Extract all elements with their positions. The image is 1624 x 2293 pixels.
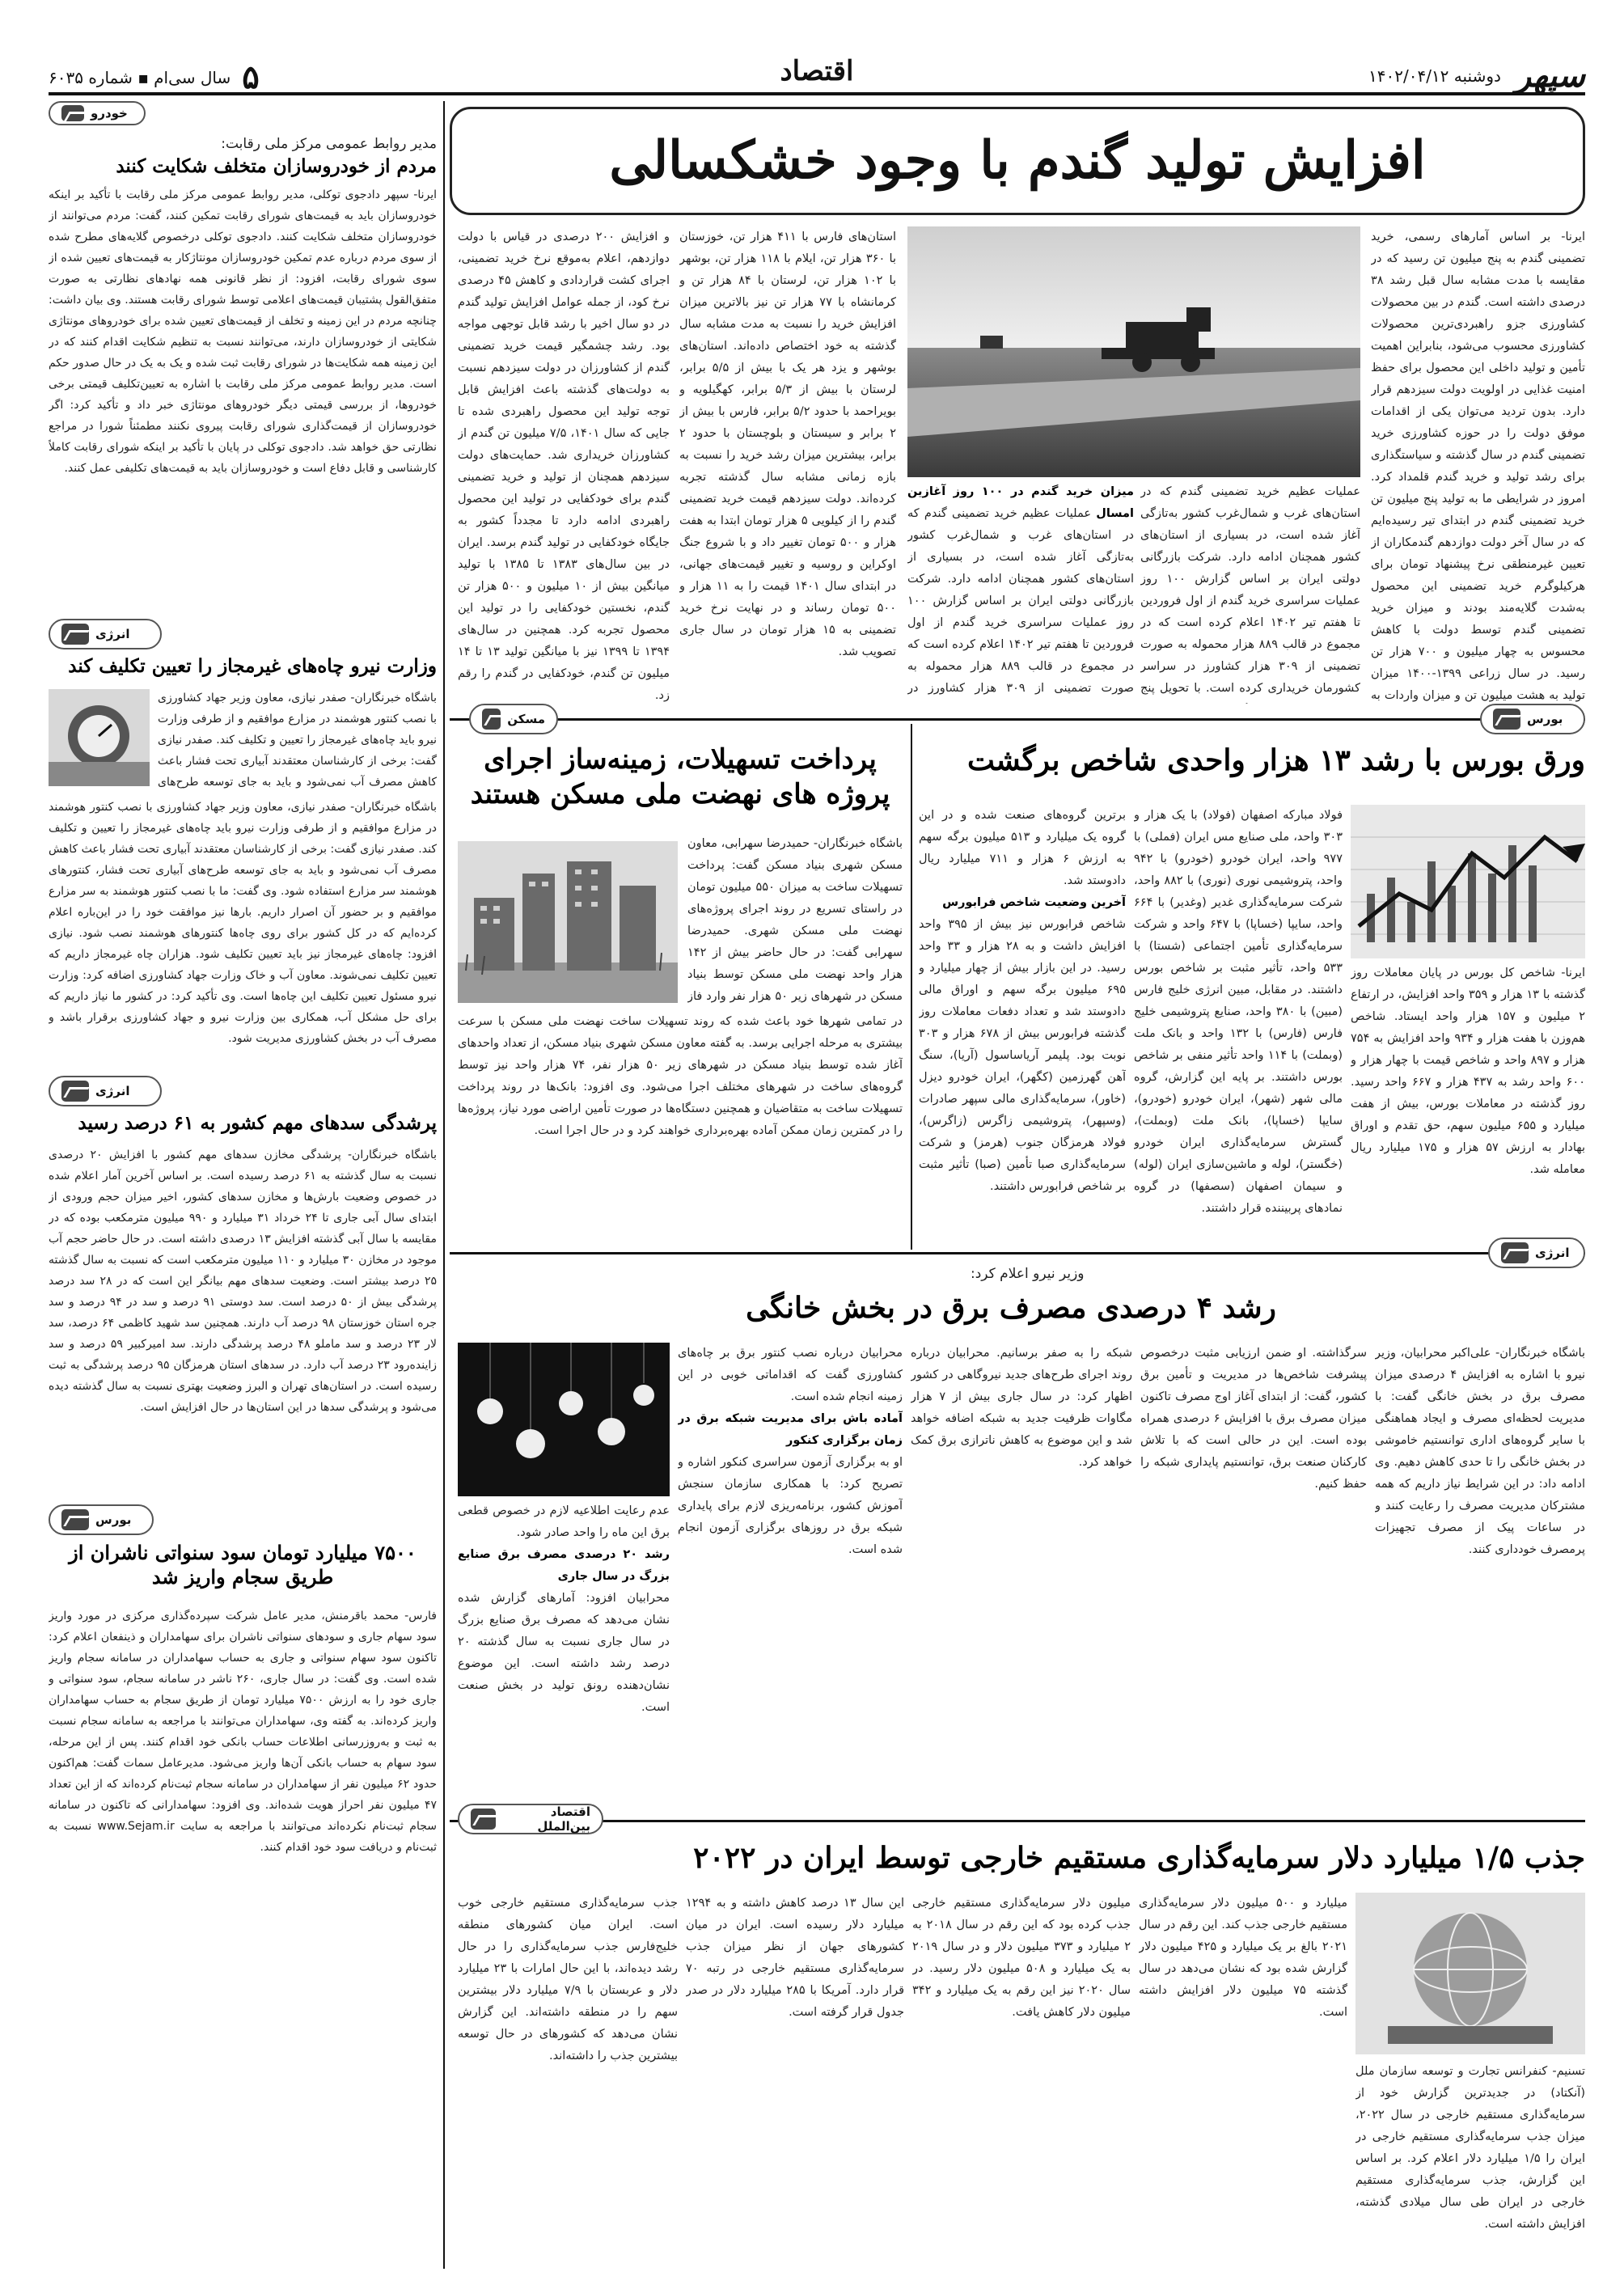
bourse-column-1: ایرنا- شاخص کل بورس در پایان معاملات روز گذشته با ۱۳ هزار و ۳۵۹ واحد افزایش، در ارتفاع ۲ میلیون و ۱۵۷ هزار واحد ایستاد. شاخص هم‌وزن با هفت هزار و ۹۳۴ واحد افزایش به ۷۵۴ هزار و ۸۹۷ واحد و شاخص قیمت با چهار هزار و ۶۰۰ واحد رشد به ۴۳۷ هزار و ۶۶۷ واحد رسید. روز گذشته در معاملات بورس، بیش از هفت میلیارد و ۶۵۵ میلیون سهم، حق تقدم و اوراق بهادار به ارزش ۵۷ هزار و ۱۷۵ میلیارد ریال معامله شد. <box>1351 967 1585 1176</box>
housing-column-2: در تمامی شهرها خود باعث شده که روند تسهیلات ساخت نهضت ملی مسکن با سرعت بیشتری به مرحله اجرایی برسد. به گفته معاون مسکن شهری بنیاد مسکن، از تعداد واحدهای آغاز شده توسط بنیاد مسکن در شهرهای زیر ۵۰ هزار نفر، ۷۴ هزار واحد نیز توسط گروه‌های ساخت در شهرهای مختلف اجرا می‌شود. وی افزود: بانک‌ها در روند پرداخت تسهیلات ساخت به متقاضیان و همچنین دستگاه‌ها در صورت تأمین اراضی مورد نیاز، پروژه‌ها را در کمترین زمان ممکن آماده بهره‌برداری خواهند کرد و در حال اجرا است. <box>458 1015 903 1137</box>
bourse-subhead: آخرین وضعیت شاخص فرابورس <box>942 896 1126 909</box>
chart-icon <box>61 1509 89 1530</box>
section-title: اقتصاد <box>780 55 854 87</box>
energy-headline: وزارت نیرو چاه‌های غیرمجاز را تعیین تکلیف کند <box>68 655 437 677</box>
tag-label: مسکن <box>507 712 545 726</box>
tag-label: انرژی <box>95 1084 130 1098</box>
stock-chart-photo <box>1351 805 1585 958</box>
dams-body: باشگاه خبرنگاران- پرشدگی مخازن سدهای مهم کشور با افزایش ۲۰ درصدی نسبت به سال گذشته به ۶۱ درصد رسیده است. بر اساس آخرین آمار اعلام شده در خصوص وضعیت بارش‌ها و مخازن سدهای کشور، اخیر میزان حجم ورودی از ابتدای سال آبی جاری تا ۲۴ خرداد ۳۱ میلیارد و ۹۹۰ میلیون مترمکعب بوده که در مقایسه با سال آبی گذشته افزایش ۱۳ درصدی داشته است. در حال حاضر حجم آب موجود در مخازن ۳۰ میلیارد و ۱۱۰ میلیون مترمکعب است که نسبت به سال گذشته ۲۵ درصد بیشتر است. وضعیت سدهای مهم بیانگر این است که در ۲۸ سد درصد پرشدگی بیش از ۵۰ درصد است. سد دوستی ۹۱ درصد و سد در ۹۴ درصد و سد جره استان خوزستان ۹۸ درصد آب دارند. همچنین سد شهید کاظمی ۶۴ درصد، سد لار ۲۳ درصد و سد ماملو ۴۸ درصد پرشدگی دارند. سد امیرکبیر ۵۹ درصد و سد زاینده‌رود ۲۳ درصد آب دارد. در سدهای استان هرمزگان ۹۵ درصد پرشدگی به ثبت رسیده است. در استان‌های تهران و البرز وضعیت بهتری نسبت به سال گذشته دیده می‌شود و پرشدگی سدها در این استان‌ها در حال افزایش است. <box>49 1149 437 1414</box>
section-rule <box>450 1252 1585 1254</box>
lead-column-2 <box>907 481 1134 704</box>
globe-money-photo <box>1355 1893 1585 2054</box>
energy-icon <box>61 624 89 645</box>
sejam-headline: ۷۵۰۰ میلیارد تومان سود سنواتی ناشران از طریق سجام واریز شد <box>69 1541 417 1589</box>
section-tag-electricity <box>1488 1237 1585 1268</box>
dams-headline: پرشدگی سدهای مهم کشور به ۶۱ درصد رسید <box>78 1112 437 1134</box>
column-rule <box>443 101 445 2269</box>
electricity-column-5 <box>458 1500 670 1812</box>
chart-icon <box>1493 709 1520 730</box>
car-icon <box>61 105 84 121</box>
tag-label: انرژی <box>1535 1246 1570 1260</box>
bourse-column-3 <box>919 805 1126 1246</box>
year-issue: سال سی‌ام ▪ شماره ۶۰۳۵ <box>49 67 231 87</box>
lead-column-3: استان‌های فارس با ۴۱۱ هزار تن، خوزستان با ۳۶۰ هزار تن، ایلام با ۱۱۸ هزار تن، بوشهر با ۱۰۲ هزار تن، لرستان با ۸۴ هزار تن و کرمانشاه با ۷۷ هزار تن نیز بالاترین میزان افزایش خرید را نسبت به مدت مشابه سال گذشته به خود اختصاص داده‌اند. استان‌های بوشهر و یزد هر یک با بیش از ۵/۵ برابر، لرستان با بیش از ۵/۳ برابر، کهگیلویه و بویراحمد با حدود ۵/۲ برابر، فارس با بیش از ۲ برابر و سیستان و بلوچستان با حدود ۲ برابر، بیشترین میزان رشد خرید را نسبت به بازه زمانی مشابه سال گذشته تجربه کرده‌اند. دولت سیزدهم قیمت خرید تضمینی گندم را از کیلویی ۵ هزار تومان ابتدا به هفت هزار و ۵۰۰ تومان تغییر داد و با شروع جنگ اوکراین و روسیه و تغییر قیمت‌های جهانی، در ابتدای سال ۱۴۰۱ قیمت را به ۱۱ هزار و ۵۰۰ تومان رساند و در نهایت نرخ خرید تضمینی به ۱۵ هزار تومان در سال جاری تصویب شد. <box>679 231 896 658</box>
energy-body-top: باشگاه خبرنگاران- صفدر نیازی، معاون وزیر جهاد کشاورزی با نصب کنتور هوشمند در مزارع موافقیم و از طرفی وزارت نیرو باید چاه‌های غیرمجاز را تعیین و تکلیف کند. صفدر نیازی گفت: برخی از کارشناسان معتقدند آبیاری تحت فشار باعث کاهش مصرف آب نمی‌شود و باید به جای توسعه طرح‌های <box>158 692 437 789</box>
masthead <box>49 53 1585 95</box>
section-tag-dams <box>49 1076 162 1106</box>
lead-headline: افزایش تولید گندم با وجود خشکسالی <box>609 130 1426 191</box>
section-tag-bourse <box>1480 704 1585 734</box>
column-rule <box>911 724 912 1250</box>
electricity-headline: رشد ۴ درصدی مصرف برق در بخش خانگی <box>746 1291 1276 1325</box>
housing-column-1: باشگاه خبرنگاران- حمیدرضا سهرابی، معاون مسکن شهری بنیاد مسکن گفت: پرداخت تسهیلات ساخت به میزان ۵۵۰ میلیون تومان در راستای تسریع در روند اجرای پروژه‌های نهضت ملی مسکن شهری. حمیدرضا سهرابی گفت: در حال حاضر بیش از ۱۴۲ هزار واحد نهضت ملی مسکن توسط بنیاد مسکن در شهرهای زیر ۵۰ هزار نفر وارد فاز <box>687 837 903 1003</box>
fdi-headline: جذب ۱/۵ میلیارد دلار سرمایه‌گذاری مستقیم خارجی توسط ایران در ۲۰۲۲ <box>693 1841 1585 1875</box>
section-tag-sejam <box>49 1504 154 1535</box>
tag-label: خودرو <box>91 106 128 121</box>
bourse-col3b-text: شاخص فرابورس نیز بیش از ۳۹۵ واحد افزایش داشت و به ۲۸ هزار و ۳۳ واحد رسید. در این بازار بیش از چهار میلیارد و ۶۹۵ میلیون برگه سهم و اوراق مالی دادوستد شد و تعداد دفعات معاملات روز گذشته فرابورس بیش از ۶۷۸ هزار و ۳۰۳ نوبت بود. پلیمر آریاساسول (آریا)، سنگ آهن گهرزمین (کگهر)، ایران خودرو دیزل (خاور)، سرمایه‌گذاری مالی سپهر صادرات (وسپهر)، پتروشیمی زاگرس (زاگرس)، فولاد هرمزگان جنوب (هرمز) و شرکت سرمایه‌گذاری صبا تأمین (صبا) تأثیر مثبت بر شاخص فرابورس داشتند. <box>919 918 1126 1193</box>
page-number: ۵ <box>242 58 260 96</box>
automotive-body: ایرنا- سپهر دادجوی توکلی، مدیر روابط عمومی مرکز ملی رقابت با تأکید بر اینکه خودروسازان باید به قیمت‌های شورای رقابت تمکین کنند، گفت: مردم می‌توانند از خودروسازان متخلف شکایت کنند. دادجوی توکلی درخصوص گلایه‌های مطرح شده از سوی مردم درباره عدم تمکین خودروسازان مونتاژکار به قیمت‌های تعیین شده از سوی شورای رقابت، افزود: از نظر قانونی همه نهادهای نظارتی به صورت متفق‌القول پشتیبان قیمت‌های اعلامی توسط شورای رقابت هستند. وی بیان داشت: چنانچه مردم در این زمینه و تخلف از قیمت‌های تعیین شده برای خودروهای مونتاژی شکایتی از خودروسازان دارند، می‌توانند نسبت به تنظیم شکایت اقدام کنند که در این زمینه همه شکایت‌ها در شورای رقابت ثبت شده و یک به یک در حال صدور حکم است. مدیر روابط عمومی مرکز ملی رقابت با اشاره به تعیین‌تکلیف قیمتی برخی خودروها، از بررسی قیمتی دیگر خودروهای مونتاژی خبر داد و تأکید کرد: اگر خودروسازان از قیمت‌گذاری شورای رقابت پیروی نکنند مطمئناً شورا در مراجع نظارتی حق خواهد شد. دادجوی توکلی در پایان با تأکید بر اینکه شورای رقابت کاملاً کارشناسی و قابل دفاع است و خودروسازان باید به قیمت‌های تکلیفی عمل کنند. <box>49 188 437 475</box>
fdi-column-5: جذب سرمایه‌گذاری مستقیم خارجی خوب است. ایران میان کشورهای منطقه خلیج‌فارس جذب سرمایه‌گذاری را در حال رشد دیده‌اند، با این حال امارات با ۲۳ میلیارد دلار و عربستان با ۷/۹ میلیارد دلار بیشترین سهم را در منطقه داشته‌اند. این گزارش نشان می‌دهد که کشورهای در حال توسعه بیشترین جذب را داشته‌اند. <box>458 1897 678 2062</box>
fdi-column-4: این سال ۱۳ درصد کاهش داشته و به ۱۲۹۴ میلیارد دلار رسیده است. ایران در میان کشورهای جهان از نظر میزان جذب سرمایه‌گذاری مستقیم خارجی در رتبه ۷۰ قرار دارد. آمریکا با ۲۸۵ میلیارد دلار در صدر جدول قرار گرفته است. <box>686 1897 904 2019</box>
electricity-kicker: وزیر نیرو اعلام کرد: <box>971 1266 1085 1282</box>
electricity-subhead-2: رشد ۲۰ درصدی مصرف برق صنایع بزرگ در سال جاری <box>458 1548 670 1583</box>
fdi-column-2: میلیارد و ۵۰۰ میلیون دلار سرمایه‌گذاری مستقیم خارجی جذب کند. این رقم در سال ۲۰۲۱ بالغ بر یک میلیارد و ۴۲۵ میلیون دلار گزارش شده بود که نشان می‌دهد در سال گذشته ۷۵ میلیون دلار افزایش داشته است. <box>1139 1897 1347 2019</box>
light-bulbs-photo <box>458 1343 670 1496</box>
electricity-col4-text: محرابیان درباره نصب کنتور برق بر چاه‌های کشاورزی گفت که اقداماتی خوبی در این زمینه انجام شده است. <box>678 1347 903 1403</box>
housing-headline: پرداخت تسهیلات، زمینه‌ساز اجرای پروژه های نهضت ملی مسکن هستند <box>470 743 890 810</box>
automotive-kicker: مدیر روابط عمومی مرکز ملی رقابت: <box>221 136 437 152</box>
tag-label: اقتصاد بین‌الملل <box>537 1804 590 1834</box>
energy-body: باشگاه خبرنگاران- صفدر نیازی، معاون وزیر جهاد کشاورزی با نصب کنتور هوشمند در مزارع موافقیم و از طرفی وزارت نیرو باید چاه‌های غیرمجاز را تعیین و تکلیف کند. صفدر نیازی گفت: برخی از کارشناسان معتقدند آبیاری تحت فشار باعث کاهش مصرف آب نمی‌شود و باید به جای توسعه طرح‌های آبیاری تحت فشار، کنتورهای هوشمند سر مزارع استفاده شود. وی گفت: ما با نصب کنتور هوشمند به سر مزارع موافقیم و بر حضور آن اصرار داریم. بارها نیز موافقت خود را در این‌باره اعلام کرده‌ایم که در کل کشور برای روی چاه‌ها کنتورهای هوشمند نصب شود. نیازی افزود: چاه‌های غیرمجاز نیز باید تعیین تکلیف شود. هزاران چاه غیرمجاز داریم که تعیین تکلیف نمی‌شوند. معاون آب و خاک وزارت جهاد کشاورزی اضافه کرد: وزارت نیرو مسئول تعیین تکلیف این چاه‌ها است. وی تأکید کرد: در کشور ما نیاز داریم که برای حل مشکل آب، همکاری بین وزارت نیرو و جهاد کشاورزی برقرار باشد و مصرف آب در بخش کشاورزی مدیریت شود. <box>49 801 437 1045</box>
house-icon <box>482 709 501 730</box>
issue-date: دوشنبه ۱۴۰۲/۰۴/۱۲ <box>1368 66 1501 86</box>
wheat-harvest-photo <box>907 226 1360 477</box>
lead-column-4: و افزایش ۲۰۰ درصدی در قیاس با دولت دوازدهم، اعلام به‌موقع نرخ خرید تضمینی، اجرای کشت قراردادی و کاهش ۴۵ درصدی نرخ کود، از جمله عوامل افزایش تولید گندم در دو سال اخیر با رشد قابل توجهی مواجه بود. رشد چشمگیر قیمت خرید تضمینی گندم از کشاورزان در دولت سیزدهم نسبت به دولت‌های گذشته باعث افزایش قابل توجه تولید این محصول راهبردی شده تا جایی که سال ۱۴۰۱، ۷/۵ میلیون تن گندم از کشاورزان خریداری شد. حمایت‌های دولت سیزدهم همچنان از تولید و خرید تضمینی گندم برای خودکفایی در تولید این محصول راهبردی ادامه دارد تا مجدداً کشور به جایگاه خودکفایی در تولید گندم برسد. ایران در بین سال‌های ۱۳۸۳ تا ۱۳۸۵ با تولید میانگین بیش از ۱۰ میلیون و ۵۰۰ هزار تن گندم، نخستین خودکفایی را در تولید این محصول تجربه کرد. همچنین در سال‌های ۱۳۹۴ تا ۱۳۹۹ نیز با میانگین تولید ۱۳ تا ۱۴ میلیون تن گندم، خودکفایی در گندم را رقم زد. <box>458 231 670 702</box>
section-tag-international <box>458 1804 603 1834</box>
fdi-column-1: تسنیم- کنفرانس تجارت و توسعه سازمان ملل (آنکتاد) در جدیدترین گزارش خود از سرمایه‌گذاری مستقیم خارجی در سال ۲۰۲۲، میزان جذب سرمایه‌گذاری مستقیم خارجی در ایران را ۱/۵ میلیارد دلار اعلام کرد. بر اساس این گزارش، جذب سرمایه‌گذاری مستقیم خارجی در ایران طی سال میلادی گذشته، افزایش داشته است. <box>1355 2065 1585 2231</box>
section-tag-energy <box>49 619 162 649</box>
section-rule <box>450 1820 1585 1822</box>
electricity-column-1: باشگاه خبرنگاران- علی‌اکبر محرابیان، وزیر نیرو با اشاره به افزایش ۴ درصدی میزان مصرف برق در بخش خانگی گفت: با مدیریت لحظه‌ای مصرف و ایجاد هماهنگی با سایر گروه‌های اداری توانستیم خاموشی در بخش خانگی را تا حدی کاهش دهیم. وی ادامه داد: در این شرایط نیاز داریم که همه مشترکان مدیریت مصرف را رعایت کنند و در ساعات پیک از مصرف تجهیزات پرمصرف خودداری کنند. <box>1375 1347 1585 1556</box>
electricity-subhead-1: آماده باش برای مدیریت شبکه برق در زمان برگزاری کنکور <box>678 1412 903 1447</box>
newspaper-logo: سپهر <box>1515 57 1585 95</box>
lead-column-2-text: عملیات عظیم خرید تضمینی گندم که در استان‌های غرب و شمال‌غرب کشور به‌تازگی آغاز شده است، در بسیاری از استان‌های کشور همچنان ادامه دارد. شرکت بازرگانی دولتی ایران بر اساس گزارش ۱۰۰ روز عملیات سراسری خرید گندم از اول فروردین تا هفتم تیر ۱۴۰۲ اعلام کرده است که در مجموع در قالب ۸۸۹ هزار محموله به صورت تضمینی از ۳۰۹ هزار کشاورز در <box>907 507 1134 695</box>
bourse-column-2: فولاد مبارکه اصفهان (فولاد) با یک هزار و ۳۰۳ واحد، ملی صنایع مس ایران (فملی) با ۹۷۷ واحد، ایران خودرو (خودرو) با ۹۴۲ واحد، پتروشیمی نوری (نوری) با ۸۸۲ واحد، شرکت سرمایه‌گذاری غدیر (وغدیر) با ۶۶۴ واحد، سایپا (خساپا) با ۶۴۷ واحد و شرکت سرمایه‌گذاری تأمین اجتماعی (شستا) با ۵۳۳ واحد، تأثیر مثبت بر شاخص بورس داشتند. در مقابل، مبین انرژی خلیج فارس (مبین) با ۳۸۰ واحد، صنایع پتروشیمی خلیج فارس (فارس) با ۱۳۲ واحد و بانک ملت (وبملت) با ۱۱۴ واحد تأثیر منفی بر شاخص بورس داشتند. بر پایه این گزارش، گروه مالی شهر (شهر)، ایران خودرو (خودرو)، سایپا (خساپا)، بانک ملت (وبملت)، گسترش سرمایه‌گذاری ایران خودرو (خگستر)، لوله و ماشین‌سازی ایران (لوله) و سیمان اصفهان (سصفها) در گروه نمادهای پربیننده قرار داشتند. <box>1134 809 1343 1215</box>
tag-label: بورس <box>1527 712 1563 726</box>
electricity-col4b-text: او به برگزاری آزمون سراسری کنکور اشاره و تصریح کرد: با همکاری سازمان سنجش آموزش کشور، برنامه‌ریزی لازم برای پایداری شبکه برق در روزهای برگزاری آزمون انجام شده است. <box>678 1456 903 1556</box>
section-rule <box>450 718 1585 721</box>
lead-column-2b: عملیات عظیم خرید تضمینی گندم که در استان‌های غرب و شمال‌غرب کشور به‌تازگی آغاز شده است، در بسیاری از استان‌های کشور همچنان ادامه دارد. شرکت بازرگانی دولتی ایران بر اساس گزارش ۱۰۰ روز عملیات سراسری خرید گندم از اول فروردین تا هفتم تیر ۱۴۰۲ اعلام کرده است که در مجموع در قالب ۸۸۹ هزار محموله به صورت تضمینی از ۳۰۹ هزار کشاورز در سراسر کشورمان خریداری کرده است. با تحویل پنج <box>1140 485 1360 695</box>
tag-label: بورس <box>95 1512 132 1527</box>
water-meter-photo <box>49 689 150 786</box>
energy-icon <box>61 1081 89 1102</box>
lead-column-1: ایرنا- بر اساس آمارهای رسمی، خرید تضمینی گندم به پنج میلیون تن رسید که در مقایسه با مدت مشابه سال قبل رشد ۳۸ درصدی داشته است. گندم در بین محصولات کشاورزی جزو راهبردی‌ترین محصولات کشاورزی محسوب می‌شود، بنابراین اهمیت تأمین و تولید داخلی این محصول برای حفظ امنیت غذایی در اولویت دولت سیزدهم قرار دارد. بدون تردید می‌توان یکی از اقدامات موفق دولت را در حوزه کشاورزی خرید تضمینی گندم در سال گذشته و سیاستگذاری برای رشد تولید و خرید گندم قلمداد کرد. امروز در شرایطی ما به تولید پنج میلیون تن خرید تضمینی گندم در ابتدای تیر رسیده‌ایم که در سال آخر دولت دوازدهم گندمکاران از تعیین غیرمنطقی نرخ پیشنهاد تومان برای هرکیلوگرم خرید تضمینی این محصول به‌شدت گلایه‌مند بودند و میزان خرید تضمینی گندم توسط دولت با کاهش محسوس به چهار میلیون و ۷۰۰ هزار تن رسید. در سال زراعی ۱۳۹۹-۱۴۰۰ میزان تولید به هشت میلیون تن و میزان واردات به <box>1371 231 1585 702</box>
tag-label: انرژی <box>95 627 130 641</box>
section-tag-housing <box>469 704 558 734</box>
electricity-column-4 <box>678 1343 903 1812</box>
sejam-body: فارس- محمد باقرمنش، مدیر عامل شرکت سپرده‌گذاری مرکزی در مورد واریز سود سهام جاری و سودهای سنواتی ناشران برای سهامداران و ذینفعان اعلام کرد: تاکنون سود سهام سنواتی و جاری به حساب سهامداران در سامانه سجام واریز شده است. وی گفت: در سال جاری، ۲۶۰ ناشر در سامانه سجام، سود سنواتی و جاری خود را به ارزش ۷۵۰۰ میلیارد تومان از طریق سجام به حساب سهامداران واریز کرده‌اند. به گفته وی، سهامداران می‌توانند با مراجعه به سامانه سجام نسبت به ثبت و به‌روزرسانی اطلاعات حساب بانکی خود اقدام کنند. پس از این مرحله، سود سهام به حساب بانکی آن‌ها واریز می‌شود. مدیرعامل سمات گفت: هم‌اکنون حدود ۶۲ میلیون نفر از سهامداران در سامانه سجام ثبت‌نام کرده‌اند که از این تعداد ۴۷ میلیون نفر احراز هویت شده‌اند. وی افزود: سهامدارانی که تاکنون در سامانه سجام ثبت‌نام نکرده‌اند می‌توانند با مراجعه به سایت www.Sejam.ir نسبت به ثبت‌نام و دریافت سود خود اقدام کنند. <box>49 1610 437 1854</box>
electricity-column-3: شبکه را به صفر برسانیم. محرابیان درباره روند اجرای طرح‌های جدید نیروگاهی در کشور اظهار کرد: در سال جاری بیش از ۷ هزار مگاوات ظرفیت جدید به شبکه اضافه خواهد شد و این موضوع به کاهش ناترازی برق کمک خواهد کرد. <box>911 1347 1132 1469</box>
electricity-photo-caption: عدم رعایت اطلاعیه لازم در خصوص قطعی برق این ماه را واحد صادر شود. <box>458 1504 670 1539</box>
photo-caption: میزان خرید گندم در ۱۰۰ روز آغازین امسال <box>907 485 1134 520</box>
bourse-col3-text: برترین گروه‌های صنعت شده و در این گروه یک میلیارد و ۵۱۳ میلیون برگه سهم به ارزش ۶ هزار و ۷۱۱ میلیارد ریال دادوستد شد. <box>919 809 1126 887</box>
fdi-column-3: میلیون دلار سرمایه‌گذاری مستقیم خارجی جذب کرده بود که این رقم در سال ۲۰۱۸ به ۲ میلیارد و ۳۷۳ میلیون دلار و در سال ۲۰۱۹ به یک میلیارد و ۵۰۸ میلیون دلار رسید. در سال ۲۰۲۰ نیز این رقم به یک میلیارد و ۳۴۲ میلیون دلار کاهش یافت. <box>912 1897 1131 2019</box>
apartment-buildings-photo <box>458 841 678 1003</box>
bourse-headline: ورق بورس با رشد ۱۳ هزار واحدی شاخص برگشت <box>967 743 1585 777</box>
automotive-headline: مردم از خودروسازان متخلف شکایت کنند <box>116 155 437 177</box>
electricity-col5-text: محرابیان افزود: آمارهای گزارش شده نشان می‌دهد که مصرف برق صنایع بزرگ در سال جاری نسبت به سال گذشته ۲۰ درصد رشد داشته است. این موضوع نشان‌دهنده رونق تولید در بخش صنعت است. <box>458 1592 670 1714</box>
energy-icon <box>1501 1242 1529 1263</box>
lead-headline-banner <box>450 107 1585 215</box>
globe-icon <box>471 1809 496 1830</box>
section-tag-automotive <box>49 101 146 125</box>
electricity-column-2: سرگذاشته. او ضمن ارزیابی مثبت درخصوص پیشرفت شاخص‌ها در مدیریت و تأمین برق کشور، گفت: از ابتدای آغاز اوج مصرف تاکنون میزان مصرف برق با افزایش ۶ درصدی همراه بوده است. این در حالی است که با تلاش کارکنان صنعت برق، توانستیم پایداری شبکه را حفظ کنیم. <box>1140 1347 1367 1491</box>
